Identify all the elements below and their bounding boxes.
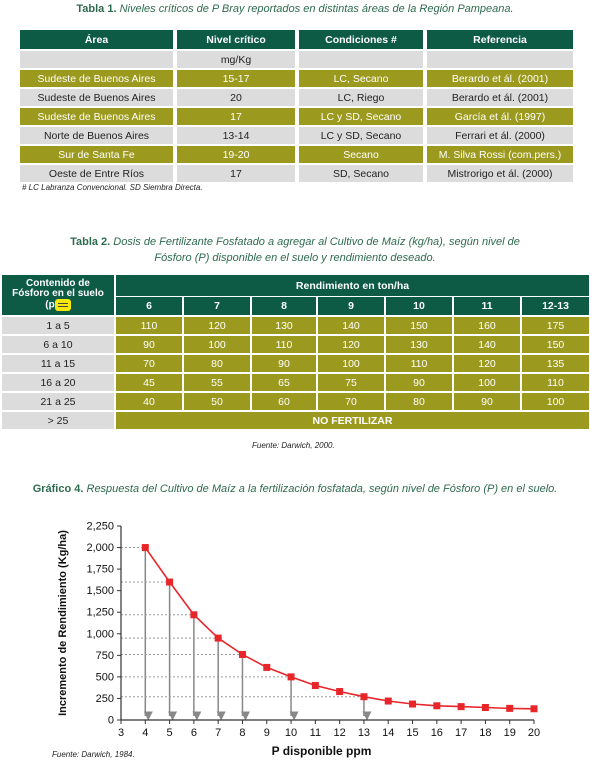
table2-cell: 120	[454, 355, 520, 372]
y-tick-label: 2,000	[86, 542, 114, 555]
table1-cell: Berardo et ál. (2001)	[427, 70, 573, 87]
x-tick-label: 11	[309, 727, 322, 739]
data-point	[482, 704, 489, 711]
table2-cell: 50	[184, 393, 250, 410]
x-tick-label: 8	[239, 727, 246, 739]
table1-cell: M. Silva Rossi (com.pers.)	[427, 146, 573, 163]
table1-cell: LC y SD, Secano	[299, 108, 423, 125]
x-tick-label: 14	[382, 727, 395, 739]
table2-cell: 75	[318, 374, 384, 391]
table2-cell: 90	[386, 374, 452, 391]
chart-response-curve	[0, 497, 590, 767]
x-tick-label: 7	[215, 727, 222, 739]
table2-caption-label: Tabla 2.	[70, 236, 111, 248]
data-point	[385, 698, 392, 705]
table2-row-label: 1 a 5	[2, 317, 114, 334]
data-point	[166, 579, 173, 586]
table2-source: Fuente: Darwich, 2000.	[252, 441, 335, 450]
table1-cell: 20	[177, 89, 295, 106]
x-tick-label: 6	[190, 727, 197, 739]
x-tick-label: 15	[406, 727, 419, 739]
table2-cell: 120	[184, 317, 250, 334]
chart-caption	[0, 483, 590, 495]
x-tick-label: 16	[430, 727, 443, 739]
table2-caption-text-2: Fósforo (P) disponible en el suelo y rendimiento deseado.	[154, 252, 436, 264]
data-point	[336, 688, 343, 695]
table2-col-header: 8	[252, 297, 316, 315]
table1-cell: 17	[177, 108, 295, 125]
data-point	[360, 693, 367, 700]
table1-cell: Sudeste de Buenos Aires	[20, 108, 173, 125]
chart-caption-label: Gráfico 4.	[32, 483, 84, 495]
table2-row-label: 6 a 10	[2, 336, 114, 353]
series-line	[145, 548, 534, 709]
table2-cell: 150	[386, 317, 452, 334]
table1-cell: Norte de Buenos Aires	[20, 127, 173, 144]
table2-cell: 60	[252, 393, 316, 410]
table2-row-label: 16 a 20	[2, 374, 114, 391]
table2-cell: 100	[454, 374, 520, 391]
data-point	[409, 701, 416, 708]
table1-cell: Sur de Santa Fe	[20, 146, 173, 163]
table2-row-header-line2: Fósforo en el suelo	[12, 288, 104, 299]
table1-caption-label: Tabla 1.	[76, 3, 117, 15]
table2-cell: 160	[454, 317, 520, 334]
x-tick-label: 9	[263, 727, 270, 739]
data-point	[531, 705, 538, 712]
table2-col-header: 11	[454, 297, 520, 315]
table2-cell: 175	[522, 317, 589, 334]
table1-cell: LC, Riego	[299, 89, 423, 106]
table2-cell: 40	[116, 393, 182, 410]
y-tick-label: 1,000	[86, 628, 114, 641]
table2-row-label: 21 a 25	[2, 393, 114, 410]
y-tick-label: 500	[95, 671, 114, 684]
x-tick-label: 3	[117, 727, 125, 739]
table2-caption-text-1: Dosis de Fertilizante Fosfatado a agregar al Cultivo de Maíz (kg/ha), según nivel de	[113, 236, 520, 248]
table2-cell: 110	[116, 317, 182, 334]
table2-cell: 130	[252, 317, 316, 334]
table2-cell: 110	[522, 374, 589, 391]
table2-cell: 140	[318, 317, 384, 334]
data-point	[288, 673, 295, 680]
table1-cell: 17	[177, 165, 295, 182]
table2-merged-cell: NO FERTILIZAR	[116, 412, 589, 429]
table1-caption-text: Niveles críticos de P Bray reportados en distintas áreas de la Región Pampeana.	[119, 3, 514, 15]
table2-cell: 90	[454, 393, 520, 410]
x-tick-label: 13	[357, 727, 371, 739]
table2-cell: 140	[454, 336, 520, 353]
table2-cell: 45	[116, 374, 182, 391]
table1-header-0: Área	[20, 30, 173, 49]
table2-cell: 110	[386, 355, 452, 372]
y-tick-label: 0	[107, 714, 114, 727]
data-point	[263, 664, 270, 671]
x-tick-label: 18	[479, 727, 492, 739]
table2-cell: 100	[318, 355, 384, 372]
table2-row-header-line3	[45, 299, 70, 311]
x-tick-label: 5	[166, 727, 173, 739]
table2-cell: 90	[116, 336, 182, 353]
x-axis-label: P disponible ppm	[271, 744, 372, 758]
table2-col-header: 7	[184, 297, 250, 315]
table1-cell: 19-20	[177, 146, 295, 163]
table2-cell: 70	[116, 355, 182, 372]
x-tick-label: 10	[284, 727, 298, 739]
table1-cell: 13-14	[177, 127, 295, 144]
table1-cell: 15-17	[177, 70, 295, 87]
table2-row-header	[2, 275, 114, 315]
table2-cell: 80	[184, 355, 250, 372]
table1-cell: García et ál. (1997)	[427, 108, 573, 125]
table1-unit-1: mg/Kg	[177, 51, 295, 68]
chart-caption-text: Respuesta del Cultivo de Maíz a la fertilización fosfatada, según nivel de Fósforo (P) en el suelo.	[86, 483, 558, 495]
data-point	[142, 544, 149, 551]
x-tick-label: 20	[527, 727, 541, 739]
data-point	[239, 651, 246, 658]
table1-cell: LC y SD, Secano	[299, 127, 423, 144]
table1-header-1: Nivel crítico	[177, 30, 295, 49]
data-point	[458, 703, 465, 710]
comment-note-icon[interactable]	[55, 299, 71, 311]
table2-row-header-line3-text: (p	[45, 299, 55, 311]
table2-cell: 90	[252, 355, 316, 372]
table2-cell: 55	[184, 374, 250, 391]
y-tick-label: 1,250	[86, 606, 114, 619]
table2-row-label: > 25	[2, 412, 114, 429]
table1-cell: Ferrari et ál. (2000)	[427, 127, 573, 144]
table1-footnote: # LC Labranza Convencional. SD Siembra Directa.	[22, 183, 203, 192]
table1-cell: Berardo et ál. (2001)	[427, 89, 573, 106]
x-tick-label: 4	[142, 727, 149, 739]
table1-cell: Mistrorigo et ál. (2000)	[427, 165, 573, 182]
table1-header-3: Referencia	[427, 30, 573, 49]
table2-cell: 150	[522, 336, 589, 353]
chart-source: Fuente: Darwich, 1984.	[52, 750, 135, 759]
x-tick-label: 17	[454, 727, 468, 739]
table2-cell: 110	[252, 336, 316, 353]
table2-cell: 100	[522, 393, 589, 410]
y-tick-label: 750	[95, 649, 114, 662]
table1-header-2: Condiciones #	[299, 30, 423, 49]
table2-col-header: 12-13	[522, 297, 589, 315]
table2-cell: 130	[386, 336, 452, 353]
table2-cell: 70	[318, 393, 384, 410]
table2-group-header: Rendimiento en ton/ha	[116, 275, 589, 296]
table1-cell: LC, Secano	[299, 70, 423, 87]
table2-col-header: 9	[318, 297, 384, 315]
table2-col-header: 10	[386, 297, 452, 315]
data-point	[433, 702, 440, 709]
y-tick-label: 1,500	[86, 585, 114, 598]
table1-cell: Secano	[299, 146, 423, 163]
x-tick-label: 12	[333, 727, 346, 739]
table2-cell: 80	[386, 393, 452, 410]
y-tick-label: 250	[95, 692, 114, 705]
y-axis-label: Incremento de Rendimiento (Kg/ha)	[57, 530, 69, 716]
data-point	[506, 705, 513, 712]
x-tick-label: 19	[503, 727, 516, 739]
data-point	[190, 611, 197, 618]
y-tick-label: 1,750	[86, 563, 114, 576]
table1-cell: SD, Secano	[299, 165, 423, 182]
table1-cell: Sudeste de Buenos Aires	[20, 70, 173, 87]
data-point	[312, 682, 319, 689]
table2-row-header-line1: Contenido de	[26, 278, 90, 289]
y-tick-label: 2,250	[86, 520, 114, 533]
table1-cell: Oeste de Entre Ríos	[20, 165, 173, 182]
table2-cell: 65	[252, 374, 316, 391]
table2-cell: 135	[522, 355, 589, 372]
table1-cell: Sudeste de Buenos Aires	[20, 89, 173, 106]
table2-col-header: 6	[116, 297, 182, 315]
table2-row-label: 11 a 15	[2, 355, 114, 372]
data-point	[215, 635, 222, 642]
table2-cell: 120	[318, 336, 384, 353]
table2-cell: 100	[184, 336, 250, 353]
